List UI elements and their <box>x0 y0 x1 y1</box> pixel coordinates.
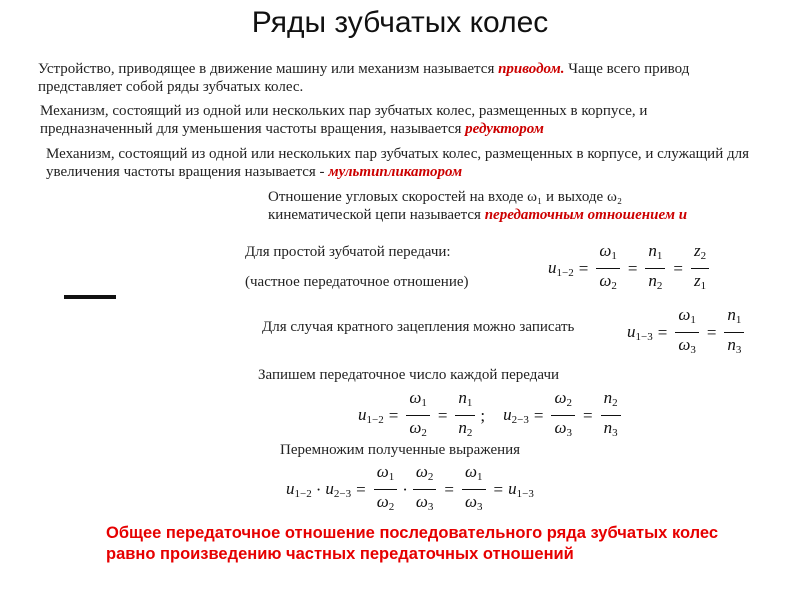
fraction-w1-w3: $\frac{\omega_1}{\omega_3}$ <box>675 305 699 360</box>
page-title: Ряды зубчатых колес <box>251 6 549 39</box>
fraction-w1-w2: $\frac{\omega_1}{\omega_2}$ <box>406 388 430 443</box>
definition-ratio-line1: Отношение угловых скоростей на входе ω₁ и выходе ω₂ <box>268 189 623 205</box>
equals-sign: = <box>533 405 544 425</box>
equals-sign: = <box>444 479 454 499</box>
fraction-w1-w2: $\frac{\omega_1}{\omega_2}$ <box>374 462 398 517</box>
fraction-n1-n2: $\frac{n_1}{n_2}$ <box>455 388 475 443</box>
equals-sign: = <box>627 258 638 278</box>
multiply-dot: · <box>315 479 322 499</box>
definition-reducer-text: Механизм, состоящий из одной или нескольких пар зубчатых колес, размещенных в корпусе, и предназначенный для уменьшения частоты вращения, называется <box>40 103 648 137</box>
multiply-dot: · <box>402 479 408 499</box>
equals-sign: = <box>493 479 504 499</box>
definition-drive-text-1: Устройство, приводящее в движение машину или механизм называется <box>38 61 499 77</box>
fraction-w1-w2: $\frac{\omega_1}{\omega_2}$ <box>596 241 620 296</box>
conclusion-statement: Общее передаточное отношение последовательного ряда зубчатых колес равно произведению частных передаточных отношений <box>106 524 719 563</box>
term-drive: приводом. <box>498 61 565 77</box>
u23-symbol: $u_{2-3}$ <box>325 479 352 500</box>
simple-gear-label: Для простой зубчатой передачи: <box>245 244 451 260</box>
term-multiplier: мультипликатором <box>328 164 463 180</box>
fraction-n1-n2: $\frac{n_1}{n_2}$ <box>645 241 665 296</box>
definition-drive-text-2: Чаще всего привод представляет собой ряды зубчатых колес. <box>38 61 690 95</box>
fraction-n1-n3: $\frac{n_1}{n_3}$ <box>724 305 744 360</box>
formula-multiple-mesh <box>627 305 747 360</box>
fraction-w1-w3: $\frac{\omega_1}{\omega_3}$ <box>462 462 486 517</box>
formula-simple-ratio <box>548 241 712 296</box>
equals-sign: = <box>673 258 684 278</box>
fraction-w2-w3: $\frac{\omega_2}{\omega_3}$ <box>551 388 575 443</box>
term-gear-ratio: передаточным отношением и <box>484 207 688 223</box>
definition-ratio <box>268 188 748 224</box>
equals-sign: = <box>582 405 593 425</box>
equals-sign: = <box>578 258 589 278</box>
equals-sign: = <box>437 405 448 425</box>
equals-sign: = <box>706 322 717 342</box>
definition-ratio-text: кинематической цепи называется <box>268 207 485 223</box>
u13-symbol: $u_{1-3}$ <box>627 322 653 343</box>
semicolon: ; <box>480 405 486 425</box>
equals-sign: = <box>356 479 366 499</box>
partial-ratio-label: (частное передаточное отношение) <box>245 274 469 290</box>
definition-reducer <box>40 102 700 138</box>
definition-multiplier-text: Механизм, состоящий из одной или нескольких пар зубчатых колес, размещенных в корпусе, и служащий для увеличения частоты вращения называется - <box>46 146 749 180</box>
u13-symbol: $u_{1-3}$ <box>508 479 534 500</box>
u23-symbol: $u_{2-3}$ <box>503 405 529 426</box>
equals-sign: = <box>388 405 399 425</box>
formula-product <box>286 462 534 517</box>
term-reducer: редуктором <box>465 121 544 137</box>
fraction-z2-z1: $\frac{z_2}{z_1}$ <box>691 241 709 296</box>
u12-symbol: $u_{1-2}$ <box>548 258 574 279</box>
dash-mark <box>64 295 116 299</box>
formula-each-gear <box>358 388 624 443</box>
u12-symbol: $u_{1-2}$ <box>286 479 312 500</box>
multiple-mesh-label: Для случая кратного зацепления можно записать <box>262 319 575 335</box>
multiply-label: Перемножим полученные выражения <box>280 442 521 458</box>
definition-drive <box>38 60 738 96</box>
definition-multiplier <box>46 145 766 181</box>
equals-sign: = <box>657 322 668 342</box>
fraction-n2-n3: $\frac{n_2}{n_3}$ <box>601 388 621 443</box>
fraction-w2-w3: $\frac{\omega_2}{\omega_3}$ <box>413 462 437 517</box>
u12-symbol: $u_{1-2}$ <box>358 405 384 426</box>
each-gear-label: Запишем передаточное число каждой передачи <box>258 367 560 383</box>
